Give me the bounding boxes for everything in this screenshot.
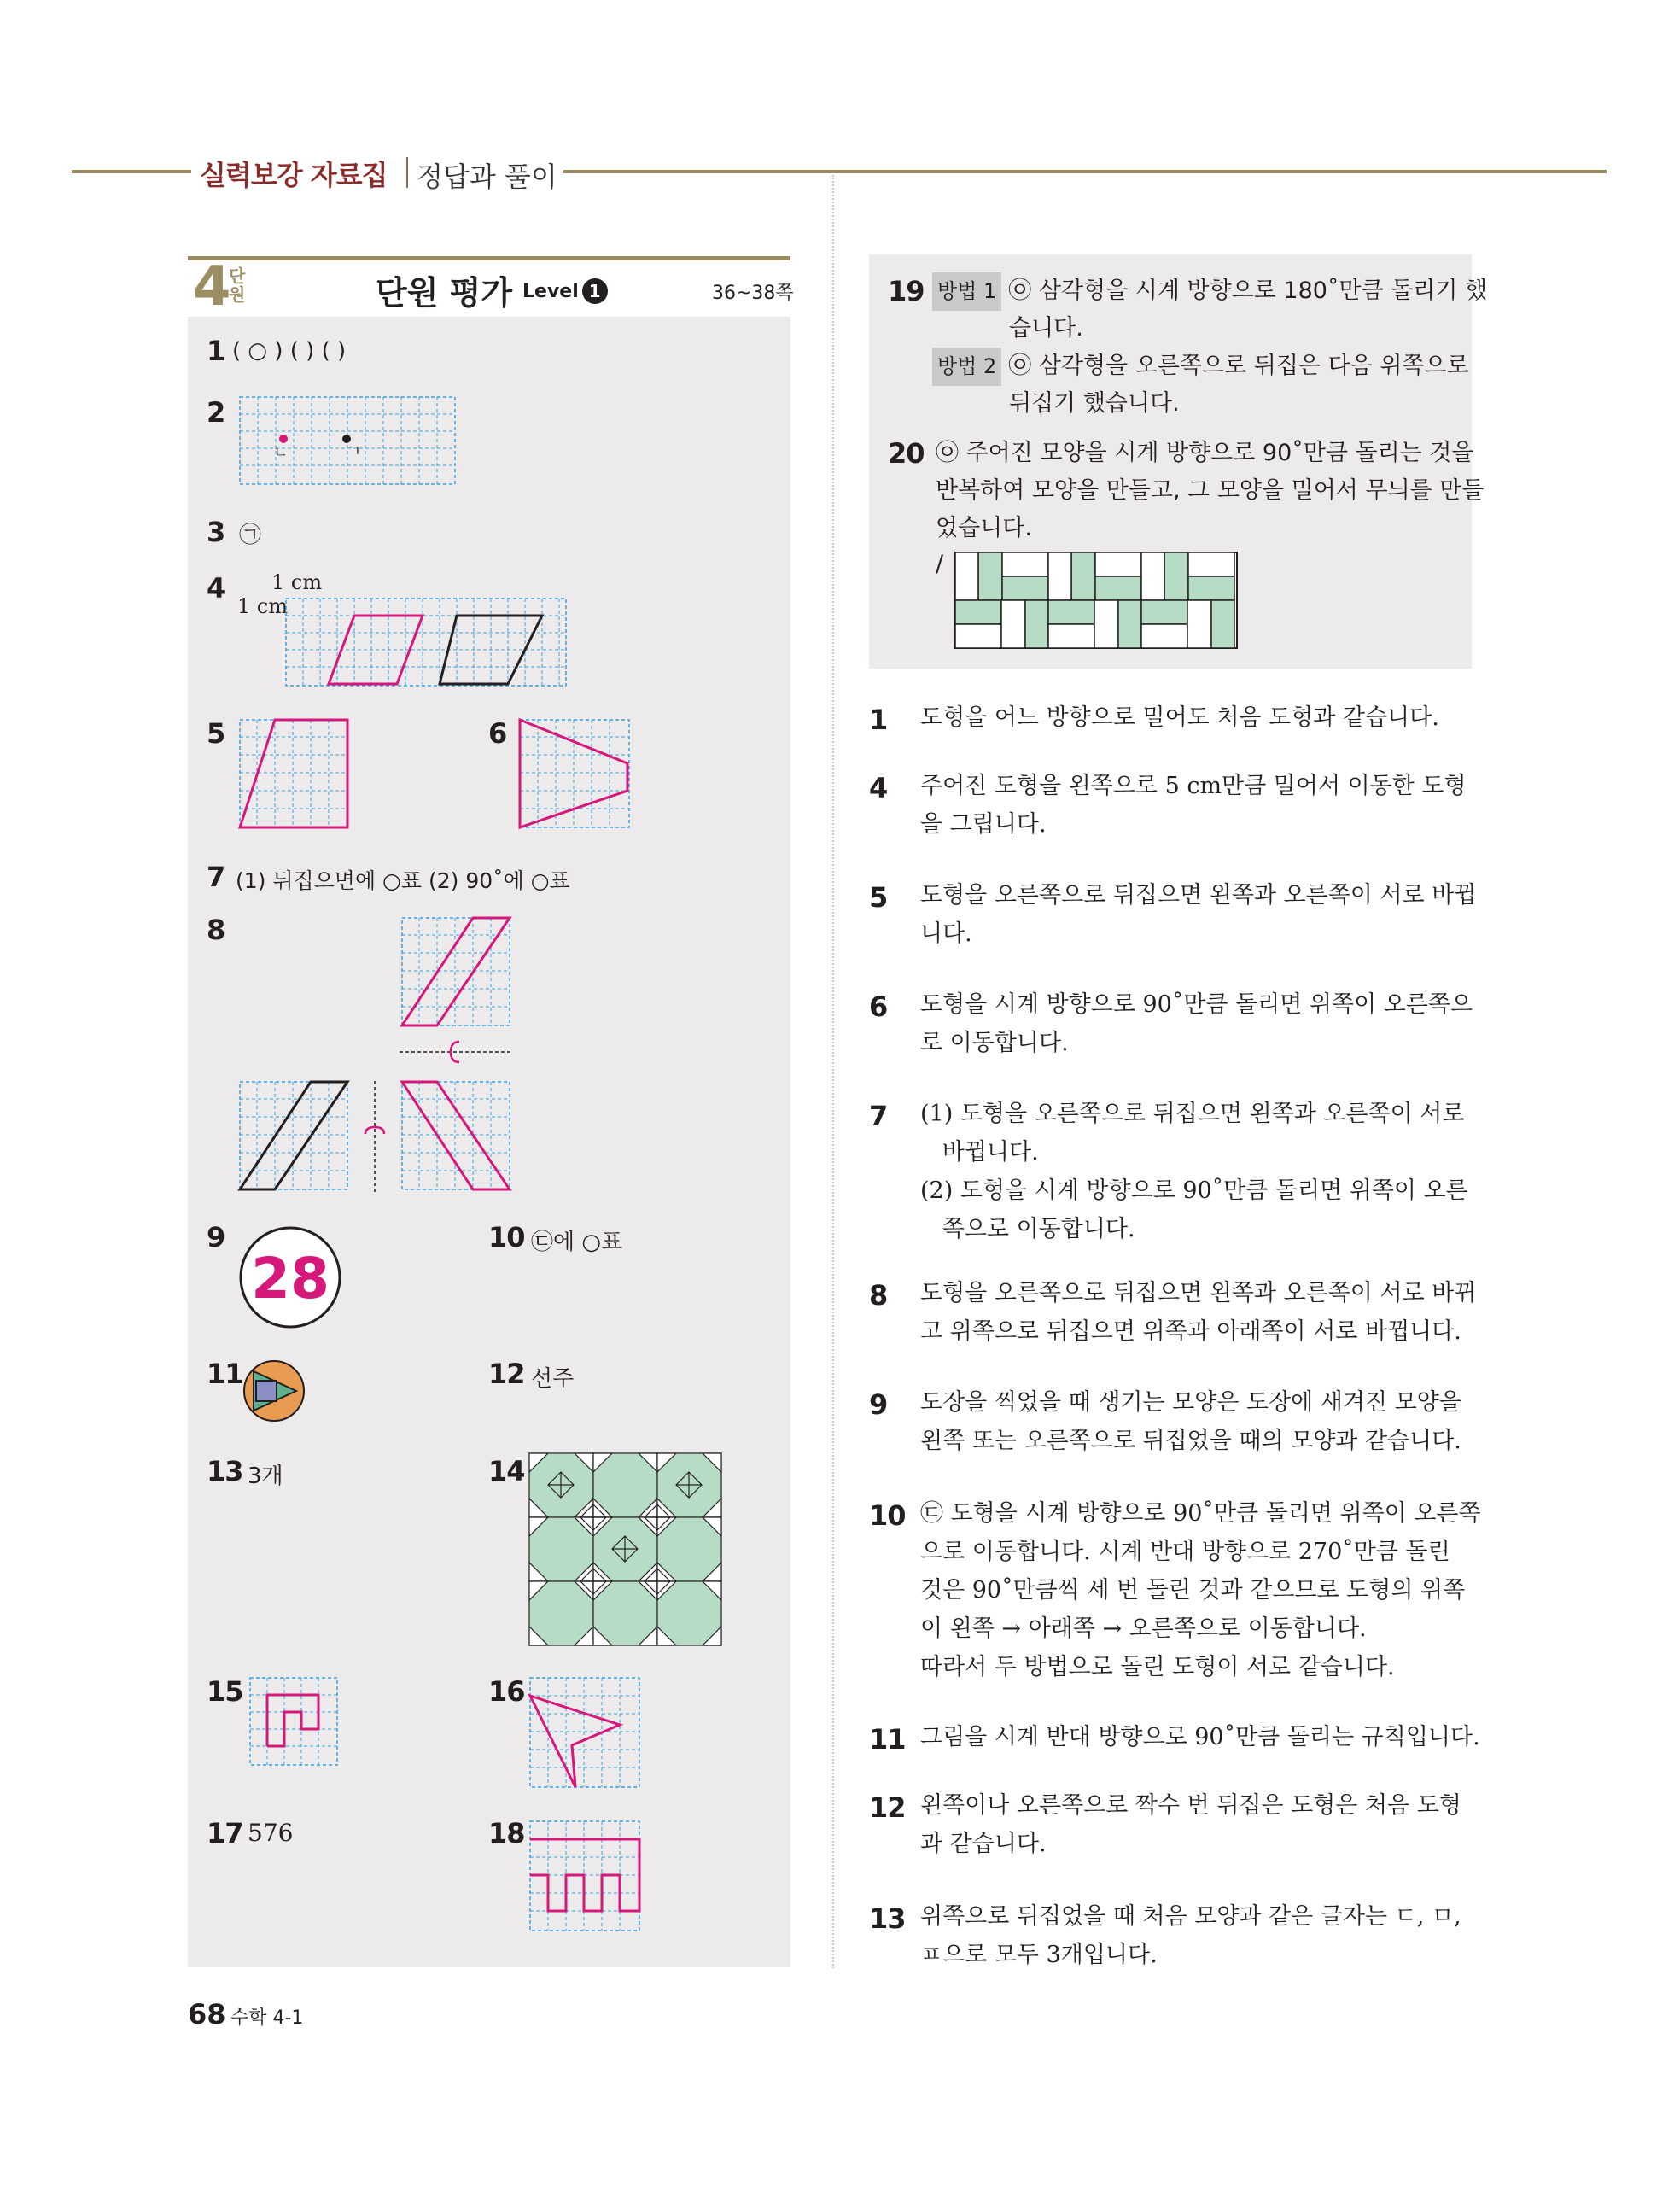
grid-figure bbox=[239, 396, 456, 485]
flip-axis-horizontal bbox=[400, 1035, 512, 1069]
answer-line: 반복하여 모양을 만들고, 그 모양을 밀어서 무늬를 만들 bbox=[936, 477, 1485, 504]
grid-figure-flipped bbox=[401, 1081, 510, 1190]
unit-title: 단원 평가 bbox=[376, 274, 513, 312]
answer-number: 15 bbox=[207, 1675, 243, 1708]
explanation-line: (1) 도형을 오른쪽으로 뒤집으면 왼쪽과 오른쪽이 서로 bbox=[920, 1101, 1465, 1127]
flip-axis-vertical bbox=[362, 1081, 388, 1194]
explanation-line: 도형을 오른쪽으로 뒤집으면 왼쪽과 오른쪽이 서로 바뀌 bbox=[920, 1280, 1477, 1306]
answer-number: 18 bbox=[488, 1817, 525, 1849]
explanation-line: 주어진 도형을 왼쪽으로 5 cm만큼 밀어서 이동한 도형 bbox=[920, 773, 1467, 799]
answer-number: 5 bbox=[207, 717, 225, 750]
answer-number: 11 bbox=[207, 1358, 243, 1390]
page-subject: 수학 4-1 bbox=[230, 2007, 304, 2029]
pattern-figure bbox=[242, 1359, 306, 1423]
header-subtitle: 정답과 풀이 bbox=[417, 161, 557, 193]
explanation-line: 도형을 시계 방향으로 90˚만큼 돌리면 위쪽이 오른쪽으 bbox=[920, 991, 1473, 1018]
answer-number: 7 bbox=[207, 861, 225, 893]
answer-number: 6 bbox=[488, 717, 507, 750]
method-text: ㉧ 삼각형을 오른쪽으로 뒤집은 다음 위쪽으로 bbox=[1008, 353, 1469, 379]
explanation-line: 과 같습니다. bbox=[920, 1831, 1047, 1857]
answer-number: 20 bbox=[888, 437, 925, 470]
explanation-number: 4 bbox=[869, 772, 888, 804]
explanation-line: 쪽으로 이동합니다. bbox=[920, 1216, 1135, 1242]
point-label: ㄱ bbox=[347, 442, 362, 460]
answer-number: 14 bbox=[488, 1455, 525, 1487]
grid-figure bbox=[519, 719, 630, 828]
answer-number: 9 bbox=[207, 1221, 225, 1253]
explanation-number: 7 bbox=[869, 1100, 888, 1132]
answer-number: 17 bbox=[207, 1817, 243, 1849]
grid-figure bbox=[529, 1677, 640, 1788]
level-label: Level bbox=[522, 281, 579, 302]
explanation-line: 도형을 어느 방향으로 밀어도 처음 도형과 같습니다. bbox=[920, 704, 1439, 731]
explanation-line: 것은 90˚만큼씩 세 번 돌린 것과 같으므로 도형의 위쪽 bbox=[920, 1577, 1466, 1604]
answer-number: 19 bbox=[888, 275, 925, 307]
q20-pattern bbox=[954, 552, 1238, 649]
explanation-line: 왼쪽이나 오른쪽으로 짝수 번 뒤집은 도형은 처음 도형 bbox=[920, 1792, 1461, 1819]
method-text: ㉧ 삼각형을 시계 방향으로 180˚만큼 돌리기 했 bbox=[1008, 278, 1488, 304]
explanation-line: 이 왼쪽 → 아래쪽 → 오른쪽으로 이동합니다. bbox=[920, 1615, 1367, 1642]
answer-text: 선주 bbox=[531, 1366, 575, 1392]
answer-number: 4 bbox=[207, 572, 225, 605]
answer-number: 1 bbox=[207, 335, 225, 367]
explanation-line: (2) 도형을 시계 방향으로 90˚만큼 돌리면 위쪽이 오른 bbox=[920, 1177, 1468, 1204]
grid-figure bbox=[249, 1677, 338, 1766]
explanation-line: 고 위쪽으로 뒤집으면 위쪽과 아래쪽이 서로 바뀝니다. bbox=[920, 1318, 1461, 1345]
grid-figure-top bbox=[401, 917, 510, 1026]
unit-pages: 36~38쪽 bbox=[712, 283, 794, 304]
unit-label-vertical: 1 cm bbox=[237, 594, 289, 618]
answer-number: 12 bbox=[488, 1358, 525, 1390]
explanation-line: 로 이동합니다. bbox=[920, 1030, 1069, 1056]
stamp-text: 28 bbox=[251, 1246, 330, 1312]
explanation-line: ㉢ 도형을 시계 방향으로 90˚만큼 돌리면 위쪽이 오른쪽 bbox=[920, 1500, 1481, 1527]
method-line bbox=[932, 347, 1469, 386]
answer-line: ㉧ 주어진 모양을 시계 방향으로 90˚만큼 돌리는 것을 bbox=[936, 440, 1474, 466]
explanation-number: 8 bbox=[869, 1279, 888, 1312]
answer-number: 8 bbox=[207, 914, 225, 946]
explanation-number: 9 bbox=[869, 1388, 888, 1421]
page-number: 68 bbox=[188, 1998, 226, 2030]
explanation-line: 을 그립니다. bbox=[920, 811, 1047, 838]
tiling-pattern bbox=[529, 1453, 722, 1646]
answer-number: 3 bbox=[207, 516, 225, 548]
stamp-figure bbox=[239, 1226, 341, 1329]
explanation-line: 바뀝니다. bbox=[920, 1139, 1039, 1166]
answer-text: 576 bbox=[248, 1819, 294, 1847]
explanation-line: 그림을 시계 반대 방향으로 90˚만큼 돌리는 규칙입니다. bbox=[920, 1724, 1480, 1750]
explanation-number: 1 bbox=[869, 704, 888, 736]
header-title: 실력보강 자료집 bbox=[200, 159, 388, 191]
method-text: 습니다. bbox=[1009, 315, 1083, 342]
answer-number: 2 bbox=[207, 396, 225, 429]
explanation-line: ㅍ으로 모두 3개입니다. bbox=[920, 1942, 1158, 1968]
method-line bbox=[932, 272, 1487, 311]
header-rule-right bbox=[563, 170, 1607, 173]
explanation-number: 5 bbox=[869, 881, 888, 914]
answer-text: ㉢에 ○표 bbox=[531, 1230, 623, 1255]
grid-figure bbox=[239, 719, 348, 828]
answer-text: ( ○ ) ( ) ( ) bbox=[232, 338, 347, 364]
explanation-line: 따라서 두 방법으로 돌린 도형이 서로 같습니다. bbox=[920, 1654, 1395, 1680]
header-separator bbox=[406, 157, 408, 188]
answer-text: ㉠ bbox=[239, 523, 262, 548]
unit-level bbox=[522, 278, 608, 304]
explanation-number: 13 bbox=[869, 1902, 906, 1935]
point-label: ㄴ bbox=[273, 444, 289, 462]
explanation-line: 위쪽으로 뒤집었을 때 처음 모양과 같은 글자는 ㄷ, ㅁ, bbox=[920, 1903, 1461, 1930]
explanation-line: 도장을 찍었을 때 생기는 모양은 도장에 새겨진 모양을 bbox=[920, 1389, 1461, 1416]
explanation-number: 6 bbox=[869, 990, 888, 1023]
unit-header-rule bbox=[188, 256, 790, 260]
answer-number: 10 bbox=[488, 1221, 525, 1253]
answer-text: 3개 bbox=[248, 1464, 283, 1489]
explanation-line: 으로 이동합니다. 시계 반대 방향으로 270˚만큼 돌린 bbox=[920, 1539, 1450, 1565]
method-text: 뒤집기 했습니다. bbox=[1009, 390, 1180, 417]
grid-figure bbox=[285, 598, 567, 687]
header-rule-left bbox=[72, 170, 191, 173]
answer-number: 16 bbox=[488, 1675, 525, 1708]
explanation-number: 11 bbox=[869, 1723, 906, 1756]
grid-figure bbox=[529, 1820, 640, 1931]
slash-mark: / bbox=[936, 551, 944, 577]
explanation-line: 도형을 오른쪽으로 뒤집으면 왼쪽과 오른쪽이 서로 바뀝 bbox=[920, 882, 1477, 909]
answer-number: 13 bbox=[207, 1455, 243, 1487]
unit-number: 4 bbox=[193, 255, 231, 318]
answer-text: (1) 뒤집으면에 ○표 (2) 90˚에 ○표 bbox=[236, 868, 570, 893]
explanation-line: 왼쪽 또는 오른쪽으로 뒤집었을 때의 모양과 같습니다. bbox=[920, 1428, 1461, 1454]
grid-figure-original bbox=[239, 1081, 348, 1190]
unit-label-horizontal: 1 cm bbox=[271, 570, 323, 594]
method-badge: 방법 2 bbox=[932, 348, 1001, 386]
explanation-number: 12 bbox=[869, 1791, 906, 1824]
level-badge: 1 bbox=[582, 278, 608, 304]
explanation-line: 니다. bbox=[920, 920, 972, 947]
unit-tag: 단원 bbox=[229, 266, 246, 305]
answer-line: 었습니다. bbox=[936, 515, 1032, 541]
explanation-number: 10 bbox=[869, 1499, 906, 1532]
column-divider bbox=[832, 175, 834, 1968]
method-badge: 방법 1 bbox=[932, 272, 1001, 311]
